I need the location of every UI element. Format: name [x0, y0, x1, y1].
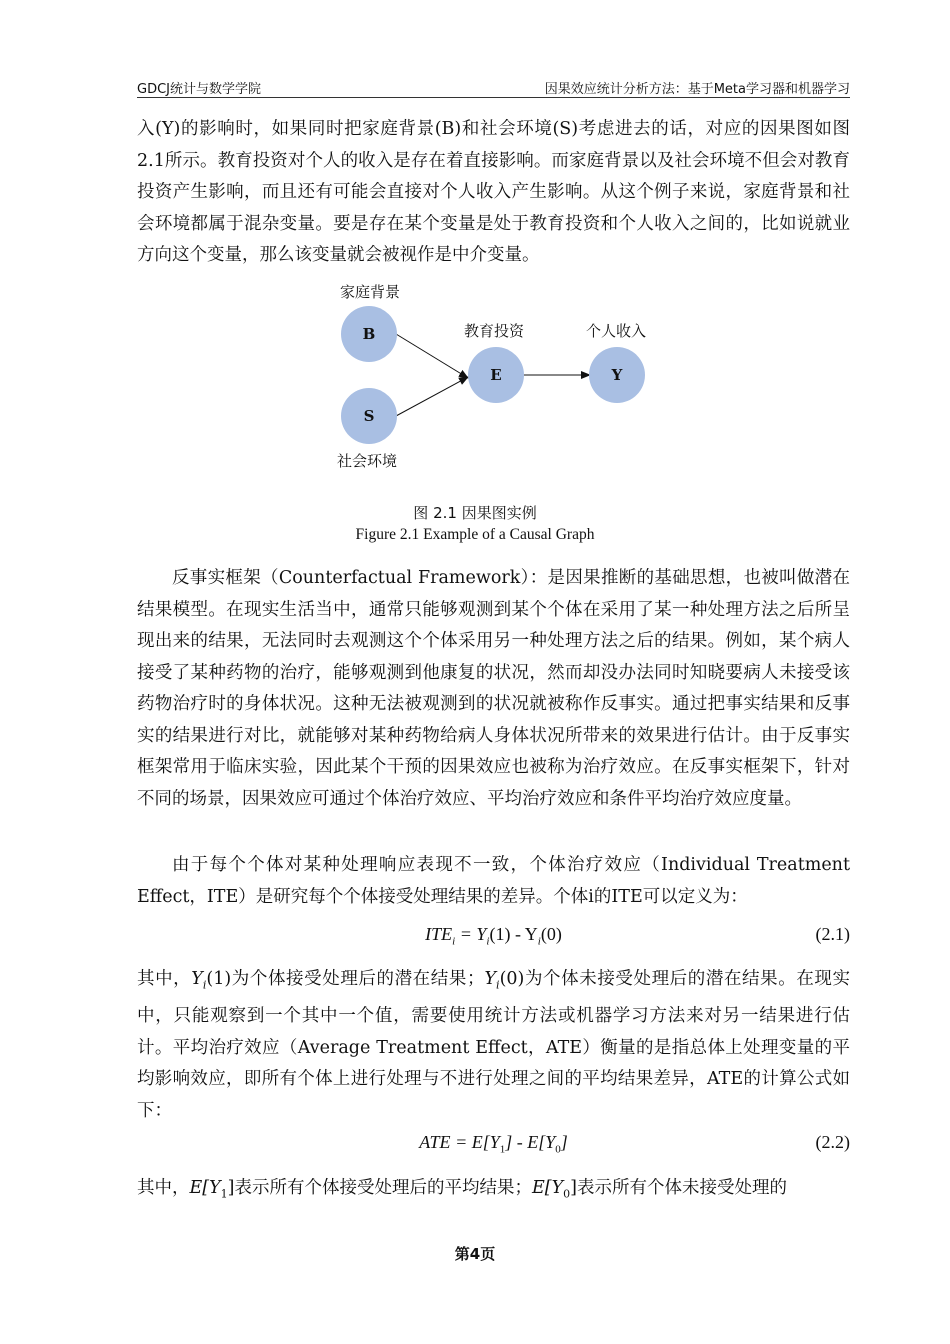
node-e-label: E	[490, 366, 502, 384]
equation-2-2	[137, 1132, 850, 1162]
page-number: 第4页	[454, 1245, 496, 1263]
caption-education-investment: 教育投资	[463, 322, 525, 340]
running-header	[137, 78, 850, 98]
edge-b-to-e	[396, 334, 468, 378]
header-left: GDCJ统计与数学学院	[137, 82, 261, 97]
node-s-label: S	[363, 407, 375, 425]
paragraph-causal-graph-intro: 入(Y)的影响时，如果同时把家庭背景(B)和社会环境(S)考虑进去的话，对应的因果图如图2.1所示。教育投资对个人的收入是存在着直接影响。而家庭背景以及社会环境不但会对教育投资产生影响，而且还有可能会直接对个人收入产生影响。从这个例子来说，家庭背景和社会环境都属于混杂变量。要是存在某个变量是处于教育投资和个人收入之间的，比如说就业方向这个变量，那么该变量就会被视作是中介变量。	[137, 119, 850, 265]
equation-2-1	[137, 924, 850, 954]
node-b-label: B	[362, 325, 376, 343]
figure-caption-en: Figure 2.1 Example of a Causal Graph	[355, 526, 595, 543]
equation-2-2-expression: ATE = $E[Y_1] - E[Y_0]$	[419, 1132, 568, 1156]
equation-2-2-number: (2.2)	[815, 1132, 850, 1152]
equation-2-1-expression: $ITE_i = Y_i(1) - Y_i(0)$	[425, 924, 562, 948]
header-rule	[137, 97, 850, 98]
paragraph-ate-explanation: 其中，$E[Y_1]$表示所有个体接受处理后的平均结果；$E[Y_0]$表示所有个体未接受处理的	[137, 1178, 787, 1201]
paragraph-ite: 由于每个个体对某种处理响应表现不一致，个体治疗效应（Individual Treatment Effect，ITE）是研究每个个体接受处理结果的差异。个体i的ITE可以定义为：	[137, 855, 850, 907]
caption-social-environment: 社会环境	[336, 452, 398, 470]
node-y-label: Y	[611, 366, 623, 384]
paragraph-counterfactual: 反事实框架（Counterfactual Framework）：是因果推断的基础思想，也被叫做潜在结果模型。在现实生活当中，通常只能够观测到某个个体在采用了某一种处理方法之后所呈现出来的结果，无法同时去观测这个个体采用另一种处理方法之后的结果。例如，某个病人接受了某种药物的治疗，能够观测到他康复的状况，然而却没办法同时知晓要病人未接受该药物治疗时的身体状况。这种无法被观测到的状况就被称作反事实。通过把事实结果和反事实的结果进行对比，就能够对某种药物给病人身体状况所带来的效果进行估计。由于反事实框架常用于临床实验，因此某个干预的因果效应也被称为治疗效应。在反事实框架下，针对不同的场景，因果效应可通过个体治疗效应、平均治疗效应和条件平均治疗效应度量。	[137, 568, 850, 809]
edge-s-to-e	[396, 377, 468, 416]
figure-caption-cn: 图 2.1 因果图实例	[413, 504, 537, 522]
caption-family-background: 家庭背景	[339, 283, 401, 301]
caption-personal-income: 个人收入	[585, 322, 647, 340]
paragraph-ite-explanation: 其中，$Y_i(1)$为个体接受处理后的潜在结果；$Y_i(0)$为个体未接受处理后的潜在结果。在现实中，只能观察到一个其中一个值，需要使用统计方法或机器学习方法来对另一结果进行估计。平均治疗效应（Average Treatment Effect，ATE）衡量的是指总体上处理变量的平均影响效应，即所有个体上进行处理与不进行处理之间的平均结果差异，ATE的计算公式如下：	[137, 969, 851, 1121]
causal-graph-diagram	[300, 278, 680, 478]
equation-2-1-number: (2.1)	[815, 924, 850, 944]
header-right: 因果效应统计分析方法：基于Meta学习器和机器学习	[544, 82, 850, 97]
